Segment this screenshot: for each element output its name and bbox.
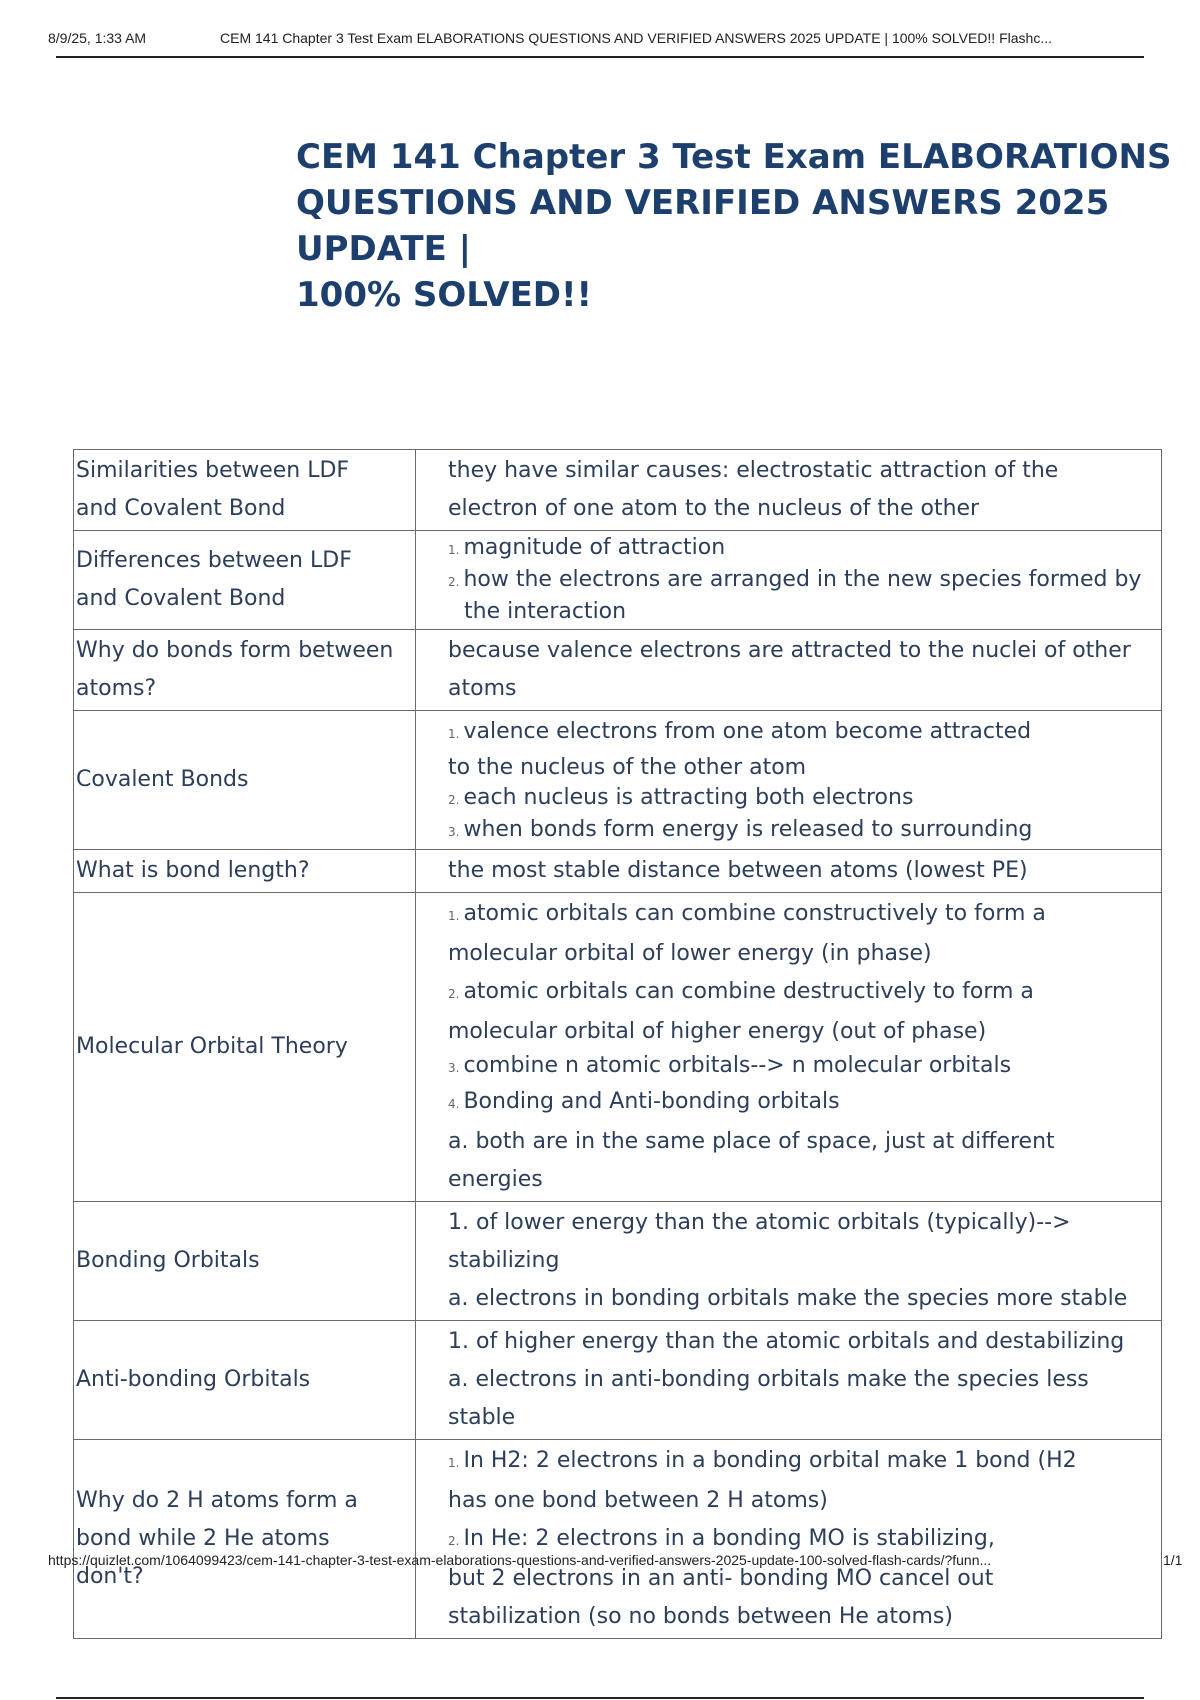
- list-number: 3.: [448, 825, 460, 839]
- list-text: how the electrons are arranged in the new species formed by: [463, 567, 1142, 592]
- term-line: Molecular Orbital Theory: [76, 1034, 348, 1059]
- card-term: [74, 893, 416, 1202]
- list-item: [448, 1013, 1155, 1051]
- term-line: and Covalent Bond: [76, 586, 286, 611]
- list-text: valence electrons from one atom become attracted: [463, 719, 1032, 744]
- list-item: [448, 1123, 1155, 1199]
- flashcard-table: [73, 449, 1162, 1639]
- card-term: [74, 1321, 416, 1440]
- list-number: 2.: [448, 1534, 460, 1548]
- list-text: molecular orbital of lower energy (in phase): [448, 941, 932, 966]
- list-item: [448, 713, 1155, 753]
- list-item: [448, 1598, 1155, 1636]
- card-definition: [416, 711, 1162, 850]
- document-title: [296, 134, 1176, 318]
- list-text: magnitude of attraction: [463, 535, 726, 560]
- card-term: [74, 630, 416, 711]
- table-row: [74, 1440, 1162, 1639]
- table-row: [74, 630, 1162, 711]
- definition-line: they have similar causes: electrostatic attraction of the: [448, 458, 1059, 483]
- list-text: the interaction: [464, 599, 627, 624]
- card-definition: [416, 1440, 1162, 1639]
- list-number: 1.: [448, 727, 460, 741]
- card-term: [74, 850, 416, 893]
- table-row: [74, 893, 1162, 1202]
- list-text: a. both are in the same place of space, just at different energies: [448, 1129, 1055, 1192]
- list-number: 1.: [448, 543, 460, 557]
- card-definition: [416, 630, 1162, 711]
- print-datetime: 8/9/25, 1:33 AM: [48, 30, 147, 46]
- list-text: atomic orbitals can combine destructively to form a: [463, 979, 1034, 1004]
- definition-line: electron of one atom to the nucleus of the other: [448, 496, 980, 521]
- card-definition: [416, 450, 1162, 531]
- list-item: [448, 597, 1155, 627]
- print-page-title: CEM 141 Chapter 3 Test Exam ELABORATIONS QUESTIONS AND VERIFIED ANSWERS 2025 UPDATE | 100% SOLVED!! Flashc...: [220, 30, 1052, 46]
- definition-line: a. electrons in bonding orbitals make the species more stable: [448, 1286, 1128, 1311]
- term-line: Differences between LDF: [76, 548, 352, 573]
- definition-line: the most stable distance between atoms (lowest PE): [448, 858, 1028, 883]
- list-number: 2.: [448, 575, 460, 589]
- list-text: each nucleus is attracting both electrons: [463, 785, 914, 810]
- table-row: [74, 531, 1162, 630]
- list-item: [448, 533, 1155, 565]
- card-term: [74, 450, 416, 531]
- list-text: stabilization (so no bonds between He atoms): [448, 1604, 953, 1629]
- term-line: What is bond length?: [76, 858, 310, 883]
- table-row: [74, 1202, 1162, 1321]
- list-text: when bonds form energy is released to surrounding: [463, 817, 1033, 842]
- list-text: has one bond between 2 H atoms): [448, 1488, 828, 1513]
- list-item: [448, 783, 1155, 815]
- bottom-divider: [56, 1697, 1144, 1699]
- list-item: [448, 895, 1155, 935]
- list-item: [448, 973, 1155, 1013]
- table-row: [74, 1321, 1162, 1440]
- table-row: [74, 711, 1162, 850]
- list-number: 1.: [448, 1456, 460, 1470]
- header-divider: [56, 56, 1144, 58]
- term-line: Bonding Orbitals: [76, 1248, 260, 1273]
- list-item: [448, 935, 1155, 973]
- definition-line: a. electrons in anti-bonding orbitals make the species less stable: [448, 1367, 1089, 1430]
- definition-line: because valence electrons are attracted to the nuclei of other: [448, 638, 1131, 663]
- list-number: 2.: [448, 793, 460, 807]
- table-row: [74, 450, 1162, 531]
- term-line: bond while 2 He atoms: [76, 1526, 330, 1551]
- term-line: don't?: [76, 1564, 144, 1589]
- list-item: [448, 753, 1155, 783]
- card-definition: [416, 531, 1162, 630]
- term-line: Covalent Bonds: [76, 767, 249, 792]
- list-number: 1.: [448, 909, 460, 923]
- list-number: 4.: [448, 1097, 460, 1111]
- term-line: Similarities between LDF: [76, 458, 350, 483]
- list-text: In He: 2 electrons in a bonding MO is stabilizing,: [463, 1526, 995, 1551]
- list-text: but 2 electrons in an anti- bonding MO cancel out: [448, 1566, 994, 1591]
- list-item: [448, 565, 1155, 597]
- definition-line: 1. of lower energy than the atomic orbitals (typically)--> stabilizing: [448, 1210, 1071, 1273]
- term-line: Anti-bonding Orbitals: [76, 1367, 311, 1392]
- document-title-line: QUESTIONS AND VERIFIED ANSWERS 2025 UPDATE |: [296, 183, 1110, 269]
- document-title-line: CEM 141 Chapter 3 Test Exam ELABORATIONS: [296, 137, 1172, 177]
- list-text: atomic orbitals can combine constructively to form a: [463, 901, 1046, 926]
- card-term: [74, 1202, 416, 1321]
- list-text: molecular orbital of higher energy (out of phase): [448, 1019, 987, 1044]
- page-url: https://quizlet.com/1064099423/cem-141-chapter-3-test-exam-elaborations-questions-and-verified-answers-2025-update-100-solved-flash-cards/?funn...: [48, 1552, 992, 1568]
- term-line: atoms?: [76, 676, 157, 701]
- list-text: Bonding and Anti-bonding orbitals: [463, 1089, 840, 1114]
- document-title-line: 100% SOLVED!!: [296, 275, 593, 315]
- card-term: [74, 531, 416, 630]
- term-line: Why do bonds form between: [76, 638, 394, 663]
- list-text: In H2: 2 electrons in a bonding orbital make 1 bond (H2: [463, 1448, 1077, 1473]
- card-definition: [416, 1202, 1162, 1321]
- term-line: and Covalent Bond: [76, 496, 286, 521]
- page-number: 1/1: [1163, 1552, 1183, 1568]
- card-term: [74, 1440, 416, 1639]
- list-item: [448, 1482, 1155, 1520]
- list-item: [448, 1442, 1155, 1482]
- definition-line: 1. of higher energy than the atomic orbitals and destabilizing: [448, 1329, 1125, 1354]
- list-text: to the nucleus of the other atom: [448, 755, 807, 780]
- list-number: 2.: [448, 987, 460, 1001]
- card-definition: [416, 1321, 1162, 1440]
- list-item: [448, 1051, 1155, 1083]
- list-text: combine n atomic orbitals--> n molecular orbitals: [463, 1053, 1012, 1078]
- card-term: [74, 711, 416, 850]
- term-line: Why do 2 H atoms form a: [76, 1488, 358, 1513]
- card-definition: [416, 893, 1162, 1202]
- table-row: [74, 850, 1162, 893]
- list-number: 3.: [448, 1061, 460, 1075]
- card-definition: [416, 850, 1162, 893]
- definition-line: atoms: [448, 676, 517, 701]
- list-item: [448, 1083, 1155, 1123]
- list-item: [448, 815, 1155, 847]
- print-header: [0, 28, 1200, 52]
